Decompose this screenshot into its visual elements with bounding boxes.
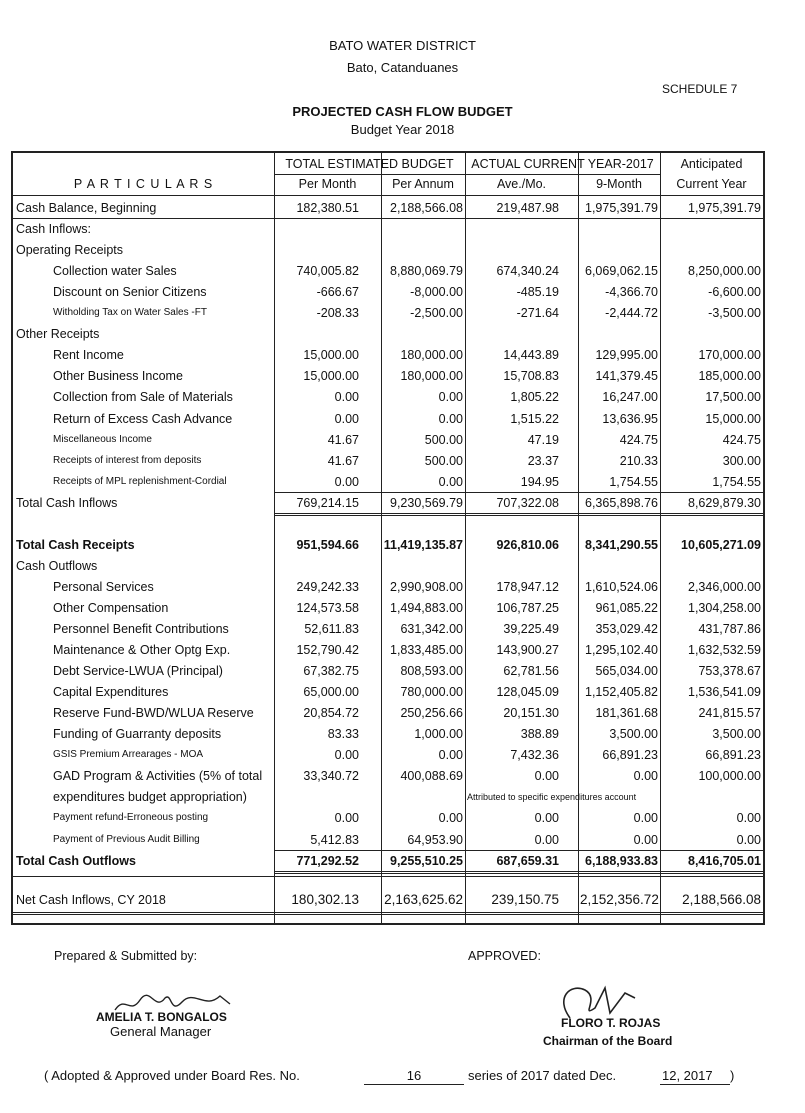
row-value: 0.00: [438, 390, 463, 405]
row-value: 0.00: [438, 811, 463, 826]
header-sub-1: Per Annum: [392, 177, 454, 191]
row-value: 8,250,000.00: [688, 264, 761, 279]
row-value: 707,322.08: [496, 495, 559, 510]
district-town: Bato, Catanduanes: [346, 60, 459, 75]
row-value: 11,419,135.87: [383, 537, 463, 552]
row-value: 64,953.90: [407, 832, 463, 847]
row-value: 753,378.67: [698, 664, 761, 679]
row-value: 1,975,391.79: [585, 201, 658, 215]
row-value: 740,005.82: [296, 264, 359, 279]
net-row-value: 239,150.75: [491, 892, 559, 907]
row-value: 39,225.49: [503, 622, 559, 636]
row-value: -2,444.72: [605, 306, 658, 321]
row-label: Cash Inflows:: [16, 222, 92, 237]
row-value: -2,500.00: [410, 306, 463, 321]
row-value: 181,361.68: [595, 706, 658, 721]
adopted-text: ( Adopted & Approved under Board Res. No.: [44, 1068, 300, 1083]
row-value: 769,214.15: [296, 495, 359, 510]
net-row-label: Net Cash Inflows, CY 2018: [16, 893, 166, 907]
row-value: 52,611.83: [304, 622, 359, 636]
row-value: 424.75: [722, 432, 761, 447]
row-value: 194.95: [520, 474, 559, 489]
column-divider: [660, 153, 661, 923]
header-sub-4: Current Year: [676, 177, 747, 191]
row-value: -666.67: [316, 285, 359, 300]
row-value: 0.00: [633, 811, 658, 826]
gad-note: Attributed to specific expenditures account: [467, 792, 637, 803]
row-value: 565,034.00: [595, 664, 658, 679]
row-value: 83.33: [327, 727, 359, 742]
row-value: 0.00: [736, 832, 761, 847]
row-value: 16,247.00: [602, 390, 658, 405]
row-value: -6,600.00: [708, 285, 761, 300]
row-value: 0.00: [438, 411, 463, 426]
row-value: 65,000.00: [303, 685, 359, 700]
row-value: 951,594.66: [296, 537, 359, 552]
row-value: 47.19: [527, 432, 559, 447]
net-row-value: 2,152,356.72: [580, 892, 659, 907]
row-label: Collection from Sale of Materials: [53, 390, 233, 405]
row-value: 0.00: [334, 474, 359, 489]
row-value: 249,242.33: [296, 579, 359, 594]
row-value: -3,500.00: [708, 306, 761, 321]
budget-year: Budget Year 2018: [350, 122, 455, 137]
row-value: 124,573.58: [296, 600, 359, 615]
net-row-rule: [13, 912, 763, 915]
row-value: 1,805.22: [510, 390, 559, 405]
column-divider: [274, 153, 275, 923]
row-value: 180,000.00: [400, 369, 463, 384]
row-value: 219,487.98: [496, 201, 559, 215]
close-paren: ): [730, 1068, 735, 1083]
row-value: 1,152,405.82: [585, 685, 658, 700]
row-label: Collection water Sales: [53, 264, 177, 279]
row-value: 8,629,879.30: [688, 495, 761, 510]
row-value: -271.64: [516, 306, 559, 321]
prepared-label: Prepared & Submitted by:: [54, 949, 198, 963]
row-value: 41.67: [327, 453, 359, 468]
row-value: 8,341,290.55: [585, 537, 658, 552]
row-value: 771,292.52: [296, 853, 359, 868]
row-value: 17,500.00: [705, 390, 761, 405]
row-label: Other Compensation: [53, 600, 169, 615]
row-value: 0.00: [438, 474, 463, 489]
row-label: Cash Outflows: [16, 558, 98, 573]
header-sub-0: Per Month: [298, 177, 357, 191]
cash-flow-table: [11, 151, 765, 925]
schedule-label: SCHEDULE 7: [662, 82, 738, 96]
row-value: 1,295,102.40: [585, 643, 658, 658]
column-divider: [578, 153, 579, 923]
row-value: 180,000.00: [400, 348, 463, 363]
header-total-estimated: TOTAL ESTIMATED BUDGET: [285, 157, 454, 171]
row-value: 6,188,933.83: [585, 853, 658, 868]
column-divider: [381, 153, 382, 923]
row-value: 1,304,258.00: [688, 600, 761, 615]
header-bottom-rule: [13, 195, 763, 196]
row-label: Discount on Senior Citizens: [53, 285, 207, 300]
row-label: Payment of Previous Audit Billing: [53, 833, 200, 845]
row-label: Debt Service-LWUA (Principal): [53, 664, 223, 679]
row-value: 424.75: [619, 432, 658, 447]
row-value: 8,880,069.79: [390, 264, 463, 279]
row-value: 0.00: [534, 811, 559, 826]
row-label: Personal Services: [53, 579, 154, 594]
row-label: GAD Program & Activities (5% of total: [53, 769, 263, 784]
row-value: 5,412.83: [310, 832, 359, 847]
row-value: 67,382.75: [303, 664, 359, 679]
row-label: Receipts of MPL replenishment-Cordial: [53, 475, 227, 487]
row-value: 152,790.42: [296, 643, 359, 658]
row-value: 178,947.12: [496, 579, 559, 594]
row-value: 20,151.30: [503, 706, 559, 721]
row-value: 41.67: [327, 432, 359, 447]
row-value: 250,256.66: [400, 706, 463, 721]
row-value: 0.00: [633, 769, 658, 784]
row-rule: [274, 513, 763, 516]
row-value: 1,494,883.00: [390, 600, 463, 615]
document-title: PROJECTED CASH FLOW BUDGET: [292, 104, 513, 119]
row-value: 1,754.55: [712, 474, 761, 489]
row-value: 33,340.72: [303, 769, 359, 784]
row-value: 2,346,000.00: [688, 579, 761, 594]
row-value: 1,610,524.06: [585, 579, 658, 594]
row-value: 7,432.36: [510, 748, 559, 763]
row-value: 0.00: [334, 748, 359, 763]
net-row-top-rule: [13, 876, 763, 877]
row-value: 15,000.00: [303, 369, 359, 384]
row-value: 100,000.00: [698, 769, 761, 784]
header-sub-3: 9-Month: [596, 177, 642, 191]
preparer-title: General Manager: [110, 1024, 212, 1039]
row-value: 210.33: [619, 453, 658, 468]
row-value: 66,891.23: [705, 748, 761, 763]
net-row-value: 2,163,625.62: [384, 892, 463, 907]
row-label: Witholding Tax on Water Sales -FT: [53, 307, 207, 319]
row-value: 0.00: [534, 769, 559, 784]
row-value: 674,340.24: [496, 264, 559, 279]
row-value: 353,029.42: [595, 622, 658, 636]
row-value: 241,815.57: [698, 706, 761, 721]
row-value: 129,995.00: [595, 348, 658, 363]
row-value: 128,045.09: [496, 685, 559, 700]
preparer-name: AMELIA T. BONGALOS: [96, 1010, 227, 1024]
row-label: Other Receipts: [16, 327, 100, 342]
row-label: Funding of Guarranty deposits: [53, 727, 222, 742]
row-value: 9,255,510.25: [390, 853, 463, 868]
row-value: -8,000.00: [410, 285, 463, 300]
row-value: 2,188,566.08: [390, 201, 463, 215]
row-value: -485.19: [516, 285, 559, 300]
row-label: GSIS Premium Arrearages - MOA: [53, 749, 204, 761]
row-value: 0.00: [334, 390, 359, 405]
row-value: 23.37: [527, 453, 559, 468]
row-label: expenditures budget appropriation): [53, 790, 247, 805]
row-label: Total Cash Outflows: [16, 853, 136, 868]
row-rule: [13, 218, 763, 219]
row-value: 13,636.95: [602, 411, 658, 426]
row-value: 1,833,485.00: [390, 643, 463, 658]
row-value: 170,000.00: [698, 348, 761, 363]
row-value: 143,900.27: [496, 643, 559, 658]
row-label: Personnel Benefit Contributions: [53, 622, 229, 636]
row-value: 631,342.00: [400, 622, 463, 636]
row-value: 3,500.00: [712, 727, 761, 742]
row-value: 500.00: [424, 453, 463, 468]
row-value: 1,536,541.09: [688, 685, 761, 700]
row-value: 1,975,391.79: [688, 201, 761, 215]
row-value: 388.89: [520, 727, 559, 742]
district-name: BATO WATER DISTRICT: [329, 38, 476, 53]
row-value: 961,085.22: [595, 600, 658, 615]
row-value: 15,000.00: [705, 411, 761, 426]
row-label: Other Business Income: [53, 369, 183, 384]
row-label: Maintenance & Other Optg Exp.: [53, 643, 231, 658]
approver-title: Chairman of the Board: [543, 1034, 673, 1048]
row-value: 66,891.23: [602, 748, 658, 763]
row-value: 687,659.31: [496, 853, 559, 868]
row-value: 3,500.00: [609, 727, 658, 742]
row-value: 780,000.00: [400, 685, 463, 700]
approved-label: APPROVED:: [468, 949, 541, 963]
row-value: 10,605,271.09: [681, 537, 761, 552]
resolution-number: 16: [406, 1068, 422, 1083]
row-value: 15,708.83: [503, 369, 559, 384]
row-value: 106,787.25: [496, 600, 559, 615]
row-value: 141,379.45: [595, 369, 658, 384]
row-value: 9,230,569.79: [390, 495, 463, 510]
net-row-value: 2,188,566.08: [682, 892, 761, 907]
row-value: 431,787.86: [698, 622, 761, 636]
row-value: 0.00: [633, 832, 658, 847]
row-value: -208.33: [316, 306, 359, 321]
row-label: Receipts of interest from deposits: [53, 454, 202, 466]
row-value: 400,088.69: [400, 769, 463, 784]
row-label: Rent Income: [53, 348, 124, 363]
row-value: 20,854.72: [303, 706, 359, 721]
row-value: 0.00: [534, 832, 559, 847]
row-value: 62,781.56: [503, 664, 559, 679]
row-label: Operating Receipts: [16, 243, 124, 258]
row-value: 300.00: [722, 453, 761, 468]
dated-underline: [660, 1084, 730, 1085]
row-value: -4,366.70: [605, 285, 658, 300]
column-divider: [465, 153, 466, 923]
net-row-value: 180,302.13: [291, 892, 359, 907]
row-value: 926,810.06: [496, 537, 559, 552]
series-text: series of 2017 dated Dec.: [468, 1068, 617, 1083]
row-value: 14,443.89: [503, 348, 559, 363]
approver-name: FLORO T. ROJAS: [561, 1016, 661, 1030]
row-rule: [274, 871, 763, 874]
row-value: 182,380.51: [296, 201, 359, 215]
header-particulars: P A R T I C U L A R S: [73, 177, 214, 191]
row-label: Total Cash Inflows: [16, 495, 118, 510]
row-value: 8,416,705.01: [688, 853, 761, 868]
row-value: 1,515.22: [510, 411, 559, 426]
row-value: 808,593.00: [400, 664, 463, 679]
row-label: Reserve Fund-BWD/WLUA Reserve: [53, 706, 254, 721]
row-label: Total Cash Receipts: [16, 537, 135, 552]
row-value: 0.00: [334, 811, 359, 826]
row-value: 6,069,062.15: [585, 264, 658, 279]
row-value: 0.00: [438, 748, 463, 763]
row-value: 2,990,908.00: [390, 579, 463, 594]
row-label: Cash Balance, Beginning: [16, 201, 157, 215]
row-value: 500.00: [424, 432, 463, 447]
row-value: 1,000.00: [414, 727, 463, 742]
row-value: 0.00: [736, 811, 761, 826]
row-value: 1,632,532.59: [688, 643, 761, 658]
header-sub-2: Ave./Mo.: [496, 177, 547, 191]
header-actual-current: ACTUAL CURRENT YEAR-2017: [471, 157, 654, 171]
resolution-underline: [364, 1084, 464, 1085]
row-label: Return of Excess Cash Advance: [53, 411, 233, 426]
row-value: 6,365,898.76: [585, 495, 658, 510]
header-anticipated: Anticipated: [680, 157, 743, 171]
row-value: 1,754.55: [609, 474, 658, 489]
row-value: 185,000.00: [698, 369, 761, 384]
dated-text: 12, 2017: [662, 1068, 713, 1083]
row-label: Payment refund-Erroneous posting: [53, 812, 209, 824]
row-label: Capital Expenditures: [53, 685, 169, 700]
row-value: 0.00: [334, 411, 359, 426]
row-value: 15,000.00: [303, 348, 359, 363]
row-label: Miscellaneous Income: [53, 433, 152, 445]
